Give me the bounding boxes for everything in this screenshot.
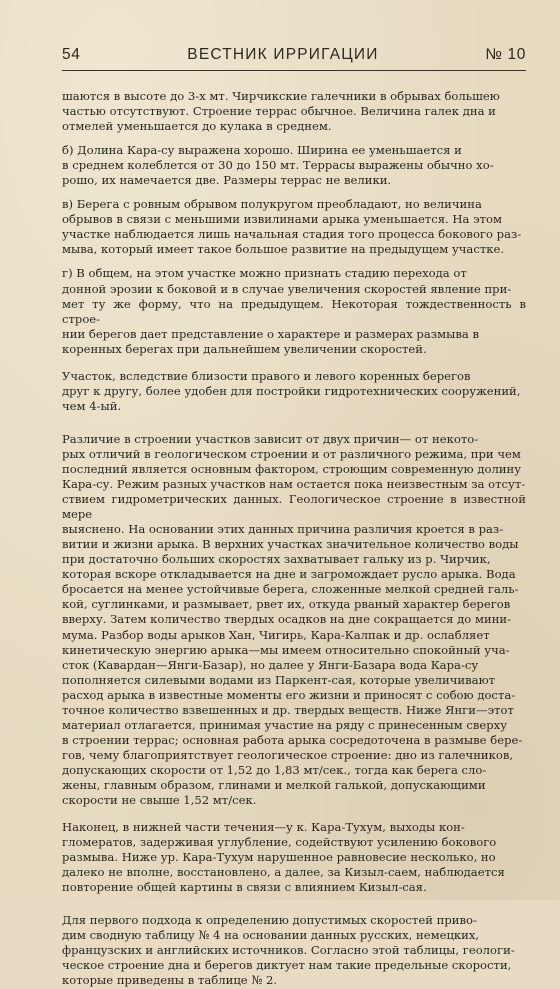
paragraph-4: г) В общем, на этом участке можно признать стадию перехода от донной эрозии к боковой и в случае увеличения скоростей явление при- мет ту же форму, что на предыдущем. Некоторая тождественность в строе- нии берегов дает представление о характере и размерах размыва в коренных берегах при дальнейшем увеличении скоростей.: [62, 266, 526, 356]
article-body: [62, 89, 526, 989]
paragraph-5: Участок, вследствие близости правого и левого коренных берегов друг к другу, более удобен для постройки гидротехнических сооружений, чем 4-ый.: [62, 368, 521, 413]
paragraph-7: Наконец, в нижней части течения—у к. Кара-Тухум, выходы кон- гломератов, задерживая углубление, содействуют усилению бокового размыва. Ниже ур. Кара-Тухум нарушенное равновесие несколько, но далеко не вполне, восстановлено, а далее, за Кизыл-саем, наблюдается повторение общей картины в связи с влиянием Кизыл-сая.: [62, 820, 505, 895]
paragraph-2: б) Долина Кара-су выражена хорошо. Ширина ее уменьшается и в среднем колеблется от 30 до 150 мт. Террасы выражены обычно хо- рошо, их намечается две. Размеры террас не велики.: [62, 143, 494, 188]
issue-number: № 10: [485, 46, 526, 63]
paragraph-8: Для первого подхода к определению допустимых скоростей приво- дим сводную таблицу № 4 на основании данных русских, немецких, французских и английских источников. Согласно этой таблицы, геологи- ческое строение дна и берегов диктует нам такие предельные скорости, которые приведены в таблице № 2.: [62, 913, 515, 988]
journal-title: ВЕСТНИК ИРРИГАЦИИ: [187, 46, 379, 63]
page-header: [62, 46, 526, 71]
paragraph-6: Различие в строении участков зависит от двух причин— от некото- рых отличий в геологическом строении и от различного режима, при чем последний является основным фактором, строющим современную долину Кара-су. Режим разных участков нам остается пока неизвестным за отсут- ствием гидрометрических данных. Геологическое строение в известной мере выяснено. На основании этих данных причина различия кроется в раз- витии и жизни арыка. В верхних участках значительное количество воды при достаточно больших скоростях захватывает гальку из р. Чирчик, которая вскоре откладывается на дне и загромождает русло арыка. Вода бросается на менее устойчивые берега, сложенные мелкой средней галь- кой, суглинками, и размывает, рвет их, откуда рваный характер берегов вверху. Затем количество твердых осадков на дне сокращается до мини- мума. Разбор воды арыков Хан, Чигирь, Кара-Калпак и др. ослабляет кинетическую энергию арыка—мы имеем относительно спокойный уча- сток (Кавардан—Янги-Базар), но далее у Янги-Базара вода Кара-су пополняется силевыми водами из Паркент-сая, которые увеличивают расход арыка в известные моменты его жизни и приносят с собою доста- точное количество взвешенных и др. твердых веществ. Ниже Янги—этот материал отлагается, принимая участие на ряду с принесенным сверху в строении террас; основная работа арыка сосредоточена в размыве бере- гов, чему благоприятствует геологическое строение: дно из галечников, допускающих скорости от 1,52 до 1,83 мт/сек., тогда как берега сло- жены, главным образом, глинами и мелкой галькой, допускающими скорости не свыше 1,52 мт/сек.: [62, 431, 526, 808]
paragraph-3: в) Берега с ровным обрывом полукругом преобладают, но величина обрывов в связи с меньшими извилинами арыка уменьшается. На этом участке наблюдается лишь начальная стадия того процесса бокового раз- мыва, который имеет такое большое развитие на предыдущем участке.: [62, 197, 522, 257]
page-number: 54: [62, 46, 81, 63]
paragraph-1: шаются в высоте до 3-х мт. Чирчикские галечники в обрывах большею частью отсутствуют. Строение террас обычное. Величина галек дна и отмелей уменьшается до кулака в среднем.: [62, 89, 500, 134]
